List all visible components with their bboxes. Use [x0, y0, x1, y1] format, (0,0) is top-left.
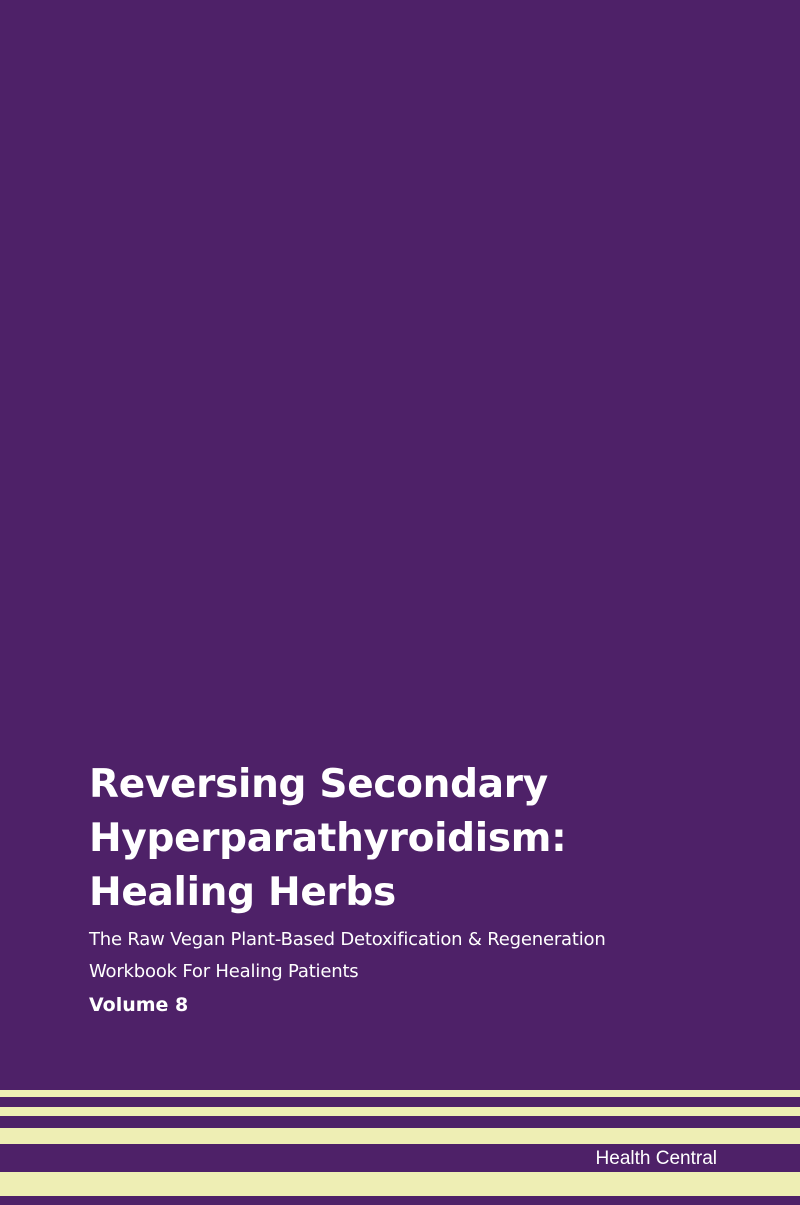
book-title-line-3: Healing Herbs — [89, 870, 396, 915]
decorative-stripe — [0, 1172, 800, 1196]
volume-label: Volume 8 — [89, 994, 189, 1016]
publisher-name: Health Central — [595, 1148, 717, 1169]
decorative-stripe — [0, 1128, 800, 1144]
decorative-stripe — [0, 1107, 800, 1116]
book-title-line-2: Hyperparathyroidism: — [89, 816, 567, 861]
book-subtitle-line-2: Workbook For Healing Patients — [89, 961, 359, 982]
book-title-line-1: Reversing Secondary — [89, 762, 548, 807]
book-subtitle-line-1: The Raw Vegan Plant-Based Detoxification & Regeneration — [89, 929, 606, 950]
title-block — [89, 758, 769, 1022]
decorative-stripe — [0, 1090, 800, 1097]
